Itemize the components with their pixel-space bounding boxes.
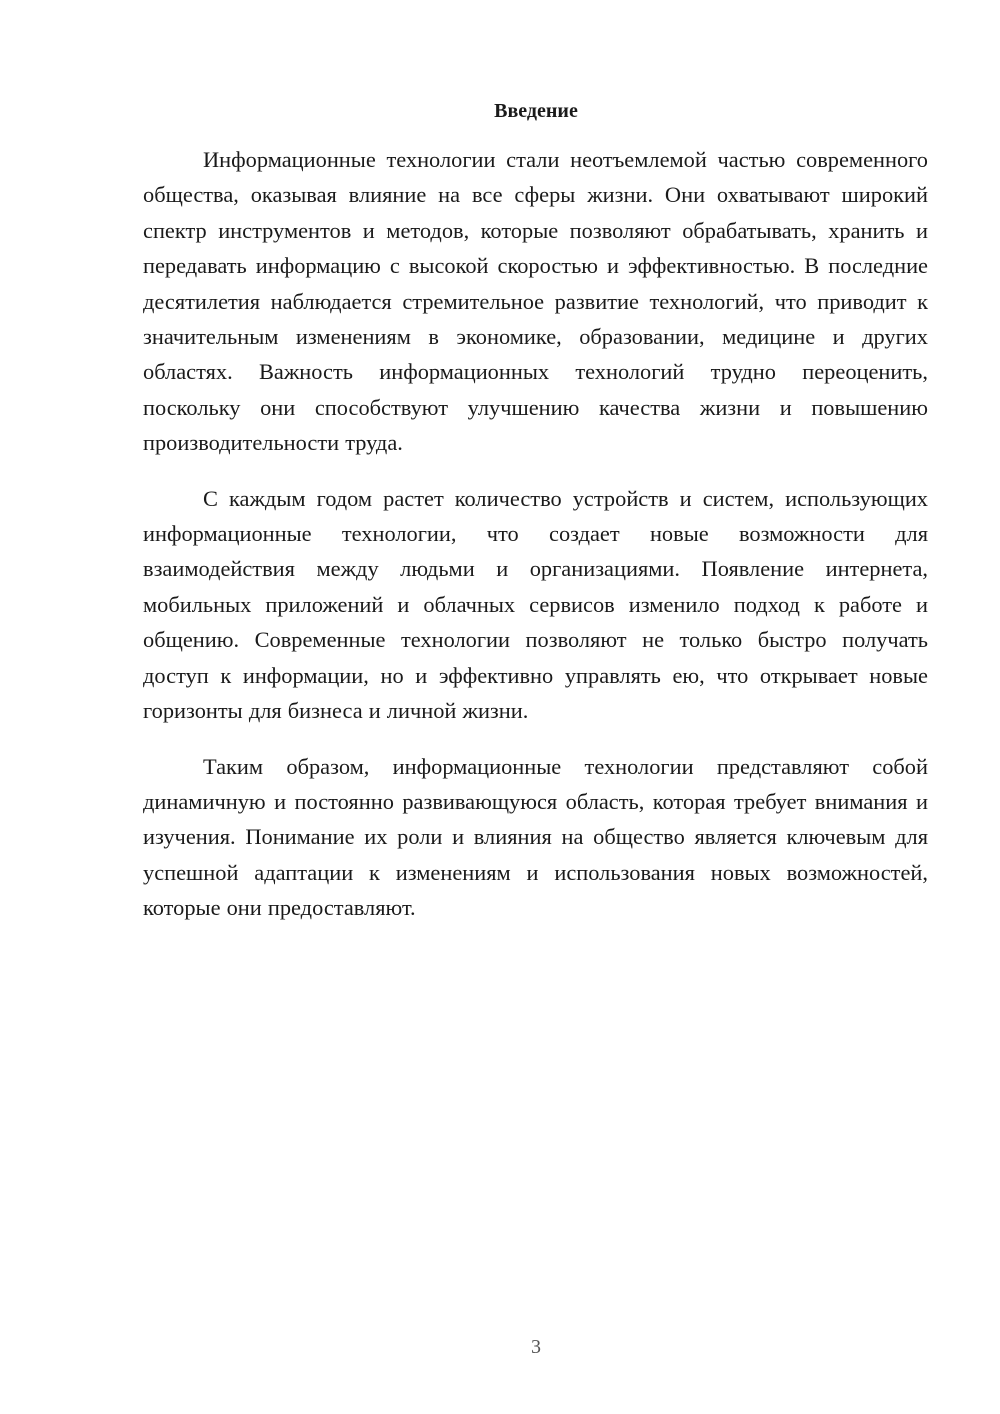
body-paragraph-3: Таким образом, информационные технологии представляют собой динамичную и постоянно развивающуюся область, которая требует внимания и изучения. Понимание их роли и влияния на общество является ключевым для успешной адаптации к изменениям и использования новых возможностей, которые они предоставляют. [143, 753, 928, 921]
page-number: 3 [531, 1336, 541, 1358]
document-body [143, 142, 928, 946]
body-paragraph-2: С каждым годом растет количество устройств и систем, использующих информационные технологии, что создает новые возможности для взаимодействия между людьми и организациями. Появление интернета, мобильных приложений и облачных сервисов изменило подход к работе и общению. Современные технологии позволяют не только быстро получать доступ к информации, но и эффективно управлять ею, что открывает новые горизонты для бизнеса и личной жизни. [143, 485, 928, 724]
section-heading: Введение [494, 100, 578, 122]
body-paragraph-1: Информационные технологии стали неотъемлемой частью современного общества, оказывая влияние на все сферы жизни. Они охватывают широкий спектр инструментов и методов, которые позволяют обрабатывать, хранить и передавать информацию с высокой скоростью и эффективностью. В последние десятилетия наблюдается стремительное развитие технологий, что приводит к значительным изменениям в экономике, образовании, медицине и других областях. Важность информационных технологий трудно переоценить, поскольку они способствуют улучшению качества жизни и повышению производительности труда. [143, 147, 928, 456]
